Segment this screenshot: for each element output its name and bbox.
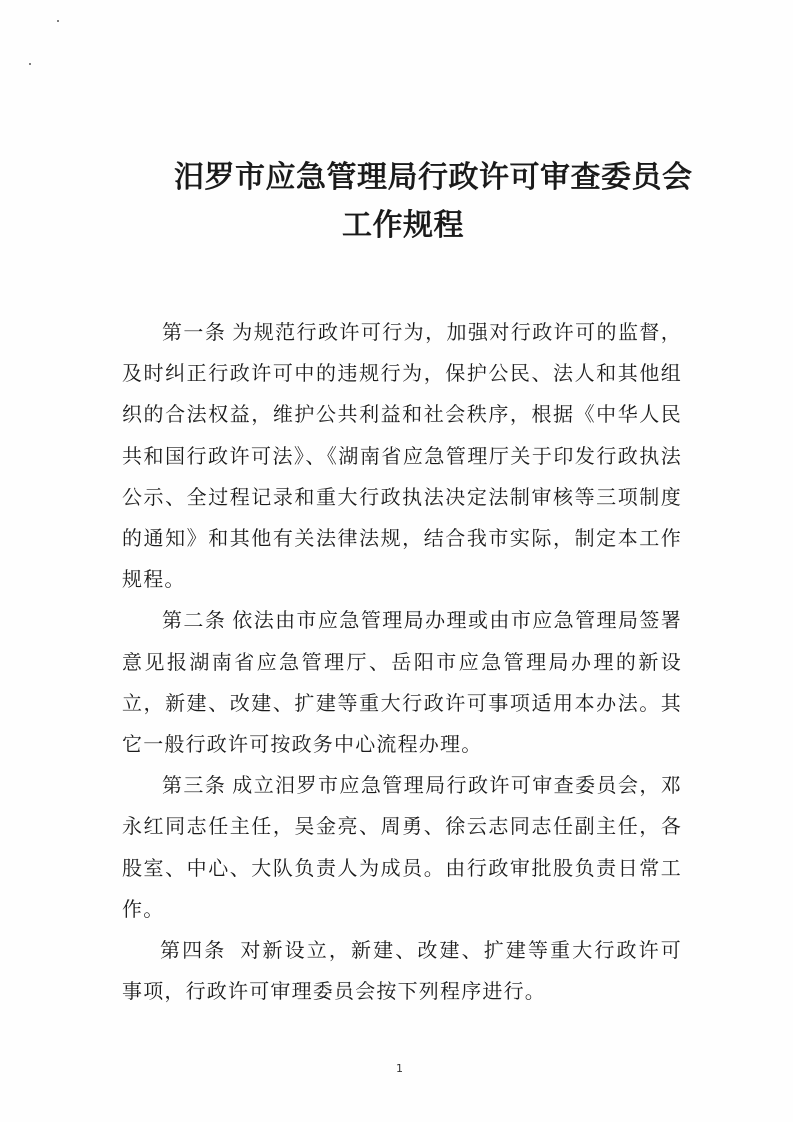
article-number: 第二条	[162, 608, 227, 633]
title-line-1: 汨罗市应急管理局行政许可审查委员会	[174, 160, 693, 195]
title-line-2: 工作规程	[342, 208, 464, 243]
article-number: 第三条	[162, 773, 227, 798]
article-1-paragraph	[122, 312, 682, 600]
article-3-paragraph	[122, 765, 682, 930]
article-number: 第一条	[162, 320, 227, 344]
article-text: 依法由市应急管理局办理或由市应急管理局签署意见报湖南省应急管理厅、岳阳市应急管理局办理的新设立，新建、改建、扩建等重大行政许可事项适用本办法。其它一般行政许可按政务中心流程办理。	[122, 608, 682, 757]
article-2-paragraph	[122, 600, 682, 765]
article-text: 对新设立，新建、改建、扩建等重大行政许可事项，行政许可审理委员会按下列程序进行。	[122, 938, 683, 1004]
document-body	[122, 312, 682, 1012]
article-text: 成立汨罗市应急管理局行政许可审查委员会，邓永红同志任主任，吴金亮、周勇、徐云志同志任副主任，各股室、中心、大队负责人为成员。由行政审批股负责日常工作。	[122, 773, 682, 921]
article-4-paragraph	[122, 930, 682, 1012]
article-text: 为规范行政许可行为，加强对行政许可的监督，及时纠正行政许可中的违规行为，保护公民、法人和其他组织的合法权益，维护公共利益和社会秩序，根据《中华人民共和国行政许可法》、《湖南省应急管理厅关于印发行政执法公示、全过程记录和重大行政执法决定法制审核等三项制度的通知》和其他有关法律法规，结合我市实际，制定本工作规程。	[122, 320, 682, 592]
scan-speck	[57, 20, 59, 22]
scan-speck	[29, 63, 31, 65]
page-number: 1	[396, 1062, 403, 1075]
article-number: 第四条	[160, 938, 227, 963]
